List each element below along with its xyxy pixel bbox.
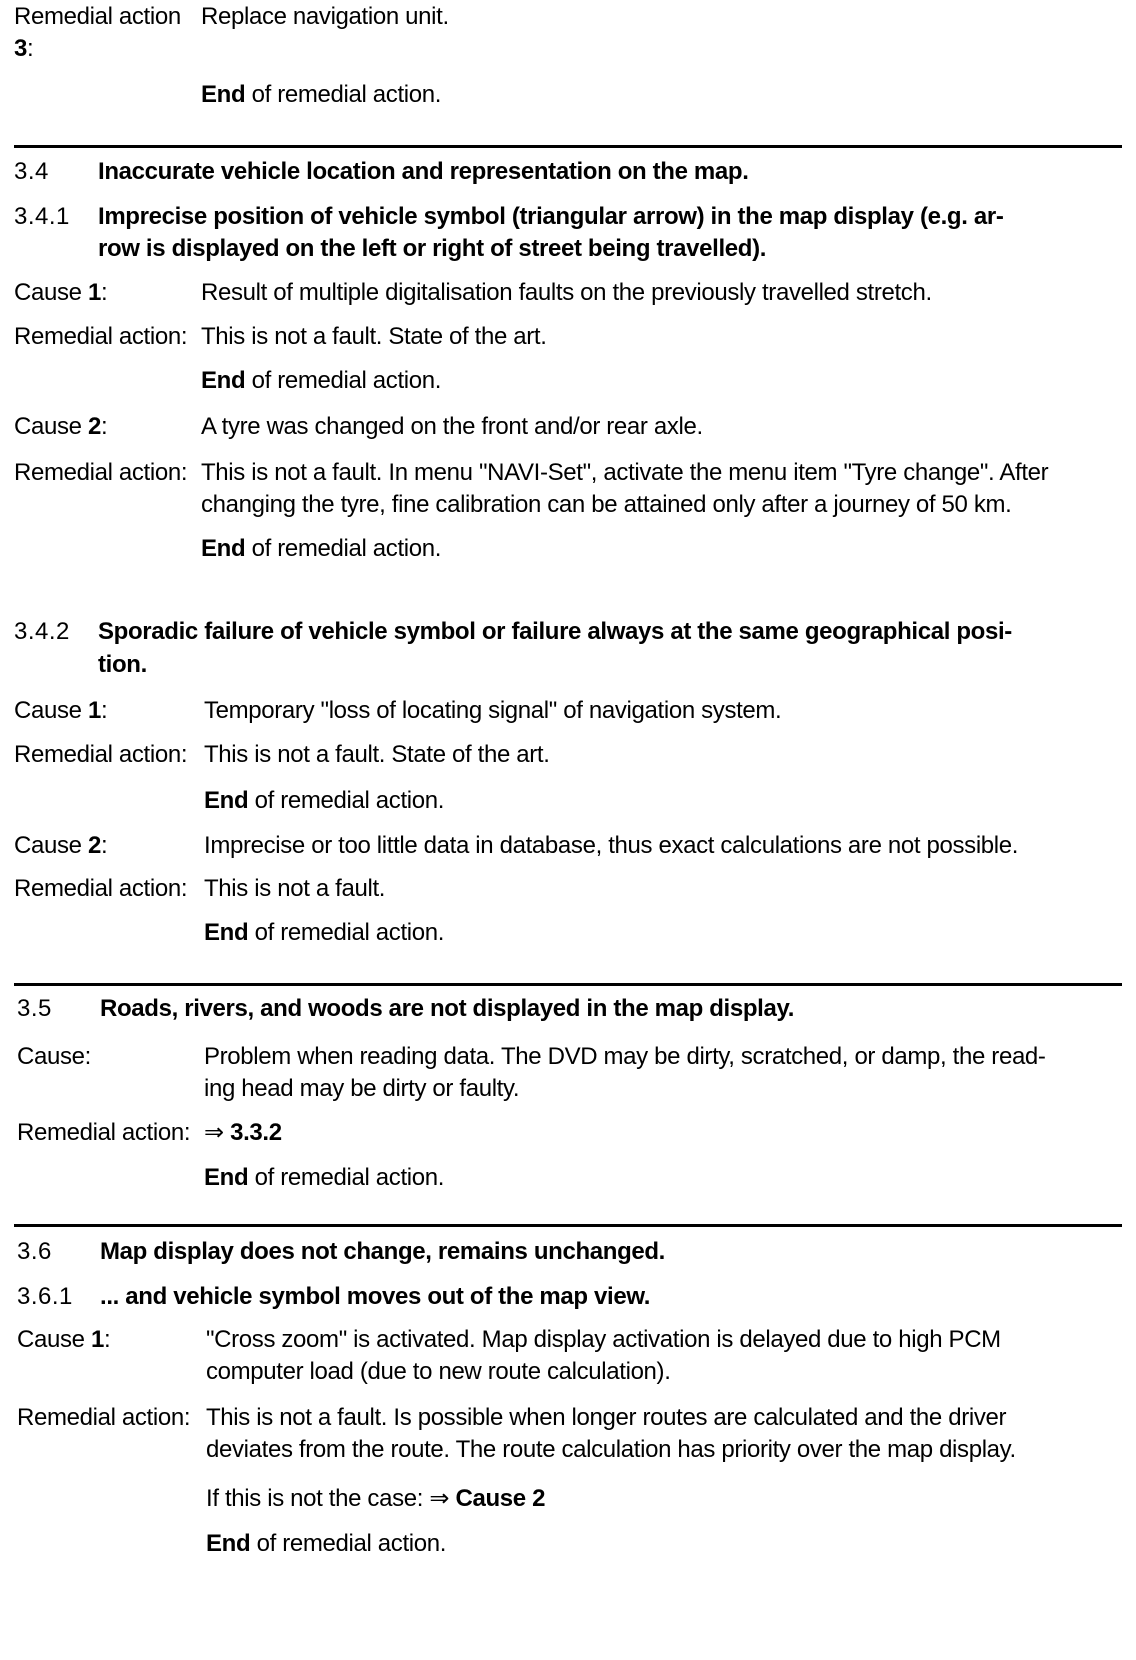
- subsection-title-line1: Imprecise position of vehicle symbol (triangular arrow) in the map display (e.g. ar-: [98, 203, 1004, 230]
- remedial-action-text: This is not a fault. State of the art.: [201, 323, 547, 350]
- subsection-number: 3.6.1: [17, 1283, 73, 1310]
- section-title: Inaccurate vehicle location and representation on the map.: [98, 158, 749, 185]
- remedial-action-number: 3:: [14, 35, 34, 62]
- end-of-remedial-action: End of remedial action.: [201, 81, 442, 108]
- subsection-number: 3.4.1: [14, 203, 70, 230]
- section-title: Map display does not change, remains unchanged.: [100, 1238, 665, 1265]
- cross-reference[interactable]: ⇒ 3.3.2: [204, 1119, 282, 1146]
- cause-text: Temporary "loss of locating signal" of navigation system.: [204, 697, 782, 724]
- cause-label: Cause 2:: [14, 413, 108, 440]
- end-of-remedial-action: End of remedial action.: [204, 919, 445, 946]
- subsection-number: 3.4.2: [14, 618, 70, 645]
- if-not-case-reference[interactable]: If this is not the case: ⇒ Cause 2: [206, 1485, 546, 1512]
- cause-text-line1: Problem when reading data. The DVD may be dirty, scratched, or damp, the read-: [204, 1043, 1046, 1070]
- cause-label: Cause 1:: [17, 1326, 111, 1353]
- remedial-action-label: Remedial action:: [14, 459, 188, 486]
- cause-text: A tyre was changed on the front and/or rear axle.: [201, 413, 703, 440]
- remedial-action-text-line2: deviates from the route. The route calculation has priority over the map display.: [206, 1436, 1016, 1463]
- cause-text: Imprecise or too little data in database, thus exact calculations are not possible.: [204, 832, 1019, 859]
- remedial-action-label: Remedial action:: [17, 1119, 191, 1146]
- section-divider: [14, 145, 1122, 148]
- remedial-action-label: Remedial action:: [17, 1404, 191, 1431]
- remedial-action-text: Replace navigation unit.: [201, 3, 449, 30]
- cause-text-line1: "Cross zoom" is activated. Map display activation is delayed due to high PCM: [206, 1326, 1001, 1353]
- section-divider: [14, 983, 1122, 986]
- cause-text-line2: ing head may be dirty or faulty.: [204, 1075, 520, 1102]
- remedial-action-label: Remedial action: [14, 3, 181, 30]
- cause-label: Cause:: [17, 1043, 91, 1070]
- subsection-title-line1: Sporadic failure of vehicle symbol or failure always at the same geographical posi-: [98, 618, 1012, 645]
- section-title: Roads, rivers, and woods are not displayed in the map display.: [100, 995, 795, 1022]
- cause-label: Cause 1:: [14, 697, 108, 724]
- end-of-remedial-action: End of remedial action.: [204, 1164, 445, 1191]
- remedial-action-text-line1: This is not a fault. Is possible when longer routes are calculated and the driver: [206, 1404, 1007, 1431]
- remedial-action-label: Remedial action:: [14, 323, 188, 350]
- cause-label: Cause 1:: [14, 279, 108, 306]
- remedial-action-text: This is not a fault. State of the art.: [204, 741, 550, 768]
- end-of-remedial-action: End of remedial action.: [204, 787, 445, 814]
- end-of-remedial-action: End of remedial action.: [201, 535, 442, 562]
- section-divider: [14, 1224, 1122, 1227]
- remedial-action-text-line1: This is not a fault. In menu "NAVI-Set", activate the menu item "Tyre change". After: [201, 459, 1049, 486]
- section-number: 3.6: [17, 1238, 52, 1265]
- section-number: 3.5: [17, 995, 52, 1022]
- end-of-remedial-action: End of remedial action.: [201, 367, 442, 394]
- subsection-title-line2: row is displayed on the left or right of street being travelled).: [98, 235, 767, 262]
- remedial-action-text: This is not a fault.: [204, 875, 386, 902]
- remedial-action-label: Remedial action:: [14, 741, 188, 768]
- remedial-action-label: Remedial action:: [14, 875, 188, 902]
- end-of-remedial-action: End of remedial action.: [206, 1530, 447, 1557]
- remedial-action-text-line2: changing the tyre, fine calibration can be attained only after a journey of 50 km.: [201, 491, 1012, 518]
- cause-text: Result of multiple digitalisation faults on the previously travelled stretch.: [201, 279, 932, 306]
- subsection-title: ... and vehicle symbol moves out of the map view.: [100, 1283, 651, 1310]
- cause-text-line2: computer load (due to new route calculation).: [206, 1358, 671, 1385]
- section-number: 3.4: [14, 158, 49, 185]
- arrow-right-icon: ⇒: [204, 1119, 224, 1146]
- arrow-right-icon: ⇒: [429, 1485, 450, 1512]
- subsection-title-line2: tion.: [98, 651, 147, 678]
- cause-label: Cause 2:: [14, 832, 108, 859]
